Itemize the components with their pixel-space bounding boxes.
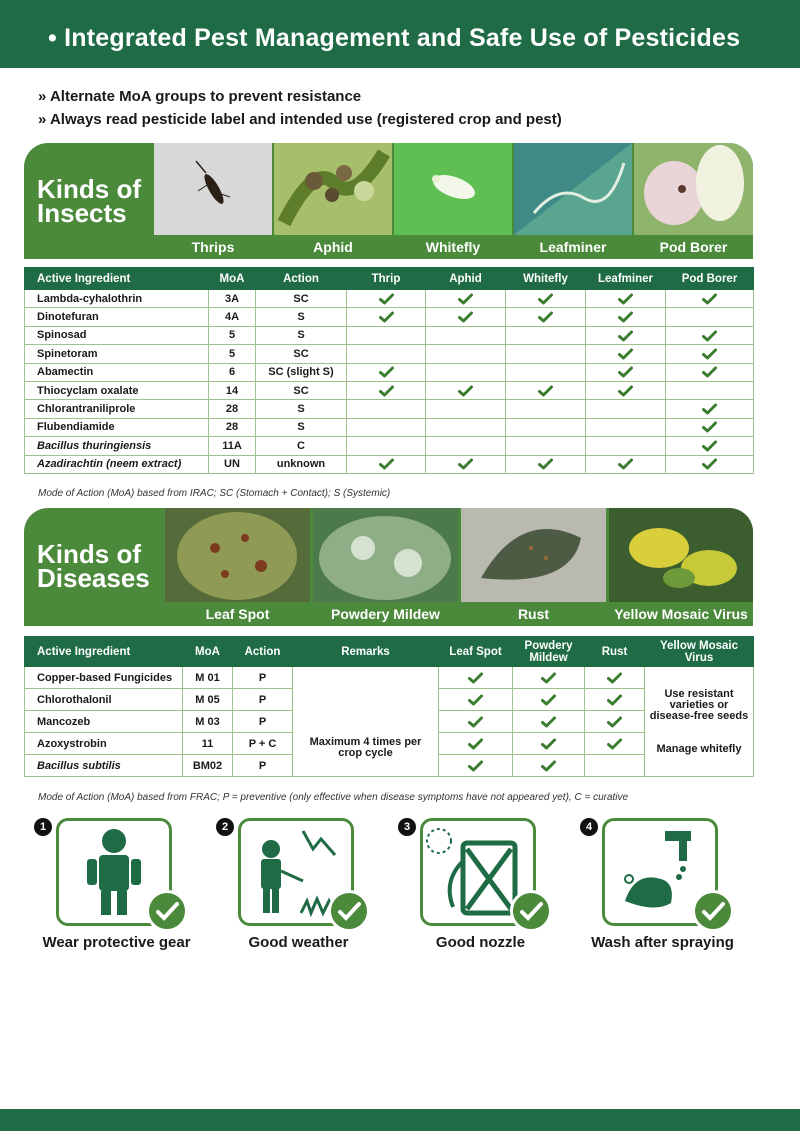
ingredient-cell: Dinotefuran xyxy=(25,308,209,326)
banner-title-line: Kinds of xyxy=(37,174,141,204)
yellow-mosaic-note: Use resistant varieties or disease-free seeds xyxy=(649,687,749,722)
check-cell xyxy=(347,455,426,473)
action-cell: P xyxy=(233,755,293,777)
check-cell xyxy=(506,308,586,326)
check-icon xyxy=(458,311,473,323)
check-cell xyxy=(347,345,426,363)
action-cell: SC (slight S) xyxy=(256,363,347,381)
check-icon xyxy=(541,694,556,706)
check-icon xyxy=(618,385,633,397)
check-cell xyxy=(426,437,506,455)
check-cell xyxy=(586,381,666,399)
insects-banner-title xyxy=(37,174,141,228)
table-row xyxy=(25,345,754,363)
moa-cell: 14 xyxy=(209,381,256,399)
moa-cell: 28 xyxy=(209,418,256,436)
check-cell xyxy=(666,418,754,436)
check-icon xyxy=(618,458,633,470)
disease-fungicide-table xyxy=(24,636,754,777)
check-cell xyxy=(506,381,586,399)
check-cell xyxy=(426,418,506,436)
check-cell xyxy=(585,755,645,777)
check-icon xyxy=(468,694,483,706)
check-icon xyxy=(538,311,553,323)
ingredient-cell: Flubendiamide xyxy=(25,418,209,436)
insects-banner xyxy=(24,143,753,259)
photo-rust xyxy=(461,508,606,626)
check-cell xyxy=(347,326,426,344)
action-cell: unknown xyxy=(256,455,347,473)
table-row xyxy=(25,455,754,473)
check-cell xyxy=(585,667,645,689)
leafminer-photo-icon xyxy=(514,143,632,235)
powdery-mildew-photo-icon xyxy=(313,508,458,602)
moa-cell: M 03 xyxy=(183,711,233,733)
step-label: Good nozzle xyxy=(435,934,526,951)
check-icon xyxy=(468,738,483,750)
ingredient-cell: Chlorantraniliprole xyxy=(25,400,209,418)
moa-cell: 6 xyxy=(209,363,256,381)
check-badge-icon xyxy=(692,890,734,932)
column-header: Remarks xyxy=(293,637,439,667)
photo-label: Rust xyxy=(461,602,606,626)
check-icon xyxy=(538,385,553,397)
step-wash-after-spraying xyxy=(580,812,745,962)
check-cell xyxy=(439,689,513,711)
column-header: Active Ingredient xyxy=(25,637,183,667)
column-header: Pod Borer xyxy=(666,268,754,290)
column-header: Leafminer xyxy=(586,268,666,290)
step-protective-gear xyxy=(34,812,199,962)
ingredient-cell: Spinosad xyxy=(25,326,209,344)
photo-yellow-mosaic-virus xyxy=(609,508,753,626)
check-cell xyxy=(586,437,666,455)
photo-powdery-mildew xyxy=(313,508,458,626)
diseases-banner-title xyxy=(37,539,150,593)
check-cell xyxy=(586,363,666,381)
table-row xyxy=(25,381,754,399)
column-header: Action xyxy=(256,268,347,290)
step-label: Wash after spraying xyxy=(591,934,734,951)
insect-footnote: Mode of Action (MoA) based from IRAC; SC (Stomach + Contact); S (Systemic) xyxy=(38,488,391,499)
check-cell xyxy=(439,755,513,777)
check-icon xyxy=(607,694,622,706)
tip-item: » Alternate MoA groups to prevent resistance xyxy=(38,88,362,105)
photo-leafminer xyxy=(514,143,632,259)
diseases-banner xyxy=(24,508,753,626)
check-icon xyxy=(468,716,483,728)
step-number: 1 xyxy=(34,818,52,836)
check-icon xyxy=(702,421,717,433)
page-title: • Integrated Pest Management and Safe Use of Pesticides xyxy=(48,24,741,52)
check-cell xyxy=(666,381,754,399)
yellow-mosaic-notes-cell xyxy=(645,667,754,777)
action-cell: P + C xyxy=(233,733,293,755)
check-icon xyxy=(458,385,473,397)
check-cell xyxy=(666,308,754,326)
table-row xyxy=(25,308,754,326)
check-cell xyxy=(586,400,666,418)
check-icon xyxy=(541,672,556,684)
column-header: Active Ingredient xyxy=(25,268,209,290)
column-header: Thrip xyxy=(347,268,426,290)
ingredient-cell: Lambda-cyhalothrin xyxy=(25,290,209,308)
ingredient-cell: Mancozeb xyxy=(25,711,183,733)
moa-cell: 3A xyxy=(209,290,256,308)
step-label: Good weather xyxy=(248,934,349,951)
action-cell: SC xyxy=(256,345,347,363)
banner-title-line: Insects xyxy=(37,198,127,228)
action-cell: S xyxy=(256,326,347,344)
check-cell xyxy=(439,667,513,689)
ingredient-cell: Azadirachtin (neem extract) xyxy=(25,455,209,473)
banner-title-line: Kinds of xyxy=(37,539,141,569)
check-cell xyxy=(347,381,426,399)
check-icon xyxy=(379,293,394,305)
ingredient-cell: Bacillus subtilis xyxy=(25,755,183,777)
column-header: Rust xyxy=(585,637,645,667)
check-cell xyxy=(426,308,506,326)
check-badge-icon xyxy=(510,890,552,932)
moa-cell: 5 xyxy=(209,326,256,344)
yellow-mosaic-note: Manage whitefly xyxy=(656,742,742,755)
check-cell xyxy=(585,711,645,733)
step-number: 3 xyxy=(398,818,416,836)
photo-label: Thrips xyxy=(154,235,272,259)
action-cell: P xyxy=(233,689,293,711)
check-badge-icon xyxy=(146,890,188,932)
table-row xyxy=(25,326,754,344)
check-icon xyxy=(618,293,633,305)
check-cell xyxy=(426,326,506,344)
action-cell: S xyxy=(256,418,347,436)
ingredient-cell: Abamectin xyxy=(25,363,209,381)
check-cell xyxy=(347,437,426,455)
check-badge-icon xyxy=(328,890,370,932)
column-header: Yellow Mosaic Virus xyxy=(645,637,754,667)
check-cell xyxy=(666,363,754,381)
tips-list xyxy=(38,86,562,132)
check-cell xyxy=(506,437,586,455)
check-icon xyxy=(379,366,394,378)
column-header: Action xyxy=(233,637,293,667)
photo-thrips xyxy=(154,143,272,259)
check-cell xyxy=(666,290,754,308)
check-cell xyxy=(426,381,506,399)
check-cell xyxy=(426,345,506,363)
action-cell: SC xyxy=(256,290,347,308)
column-header: Powdery Mildew xyxy=(513,637,585,667)
check-cell xyxy=(513,667,585,689)
check-cell xyxy=(506,455,586,473)
check-icon xyxy=(541,738,556,750)
check-icon xyxy=(618,348,633,360)
photo-label: Powdery Mildew xyxy=(313,602,458,626)
disease-footnote: Mode of Action (MoA) based from FRAC; P = preventive (only effective when disease symptoms have not appeared yet), C = curative xyxy=(38,792,629,803)
check-cell xyxy=(347,290,426,308)
rust-photo-icon xyxy=(461,508,606,602)
check-icon xyxy=(702,330,717,342)
check-icon xyxy=(458,293,473,305)
insect-pesticide-table xyxy=(24,267,754,474)
step-good-nozzle xyxy=(398,812,563,962)
action-cell: S xyxy=(256,400,347,418)
check-cell xyxy=(666,326,754,344)
action-cell: P xyxy=(233,667,293,689)
moa-cell: 4A xyxy=(209,308,256,326)
check-cell xyxy=(347,363,426,381)
check-cell xyxy=(506,418,586,436)
photo-label: Leaf Spot xyxy=(165,602,310,626)
moa-cell: 11A xyxy=(209,437,256,455)
check-cell xyxy=(585,689,645,711)
photo-label: Pod Borer xyxy=(634,235,753,259)
check-icon xyxy=(468,760,483,772)
moa-cell: M 01 xyxy=(183,667,233,689)
photo-label: Yellow Mosaic Virus xyxy=(609,602,753,626)
check-cell xyxy=(666,455,754,473)
check-cell xyxy=(426,290,506,308)
check-cell xyxy=(666,345,754,363)
thrips-photo-icon xyxy=(154,143,272,235)
table-row xyxy=(25,667,754,689)
check-cell xyxy=(586,308,666,326)
photo-leaf-spot xyxy=(165,508,310,626)
table-header-row xyxy=(25,268,754,290)
check-cell xyxy=(666,400,754,418)
photo-aphid xyxy=(274,143,392,259)
check-icon xyxy=(607,672,622,684)
table-row xyxy=(25,400,754,418)
check-cell xyxy=(439,733,513,755)
check-cell xyxy=(586,326,666,344)
table-header-row xyxy=(25,637,754,667)
moa-cell: 11 xyxy=(183,733,233,755)
step-good-weather xyxy=(216,812,381,962)
table-row xyxy=(25,290,754,308)
check-icon xyxy=(607,716,622,728)
photo-whitefly xyxy=(394,143,512,259)
check-icon xyxy=(702,458,717,470)
check-cell xyxy=(426,455,506,473)
check-icon xyxy=(379,458,394,470)
column-header: MoA xyxy=(183,637,233,667)
check-cell xyxy=(513,711,585,733)
check-cell xyxy=(347,400,426,418)
check-cell xyxy=(426,363,506,381)
whitefly-photo-icon xyxy=(394,143,512,235)
check-icon xyxy=(607,738,622,750)
check-cell xyxy=(347,418,426,436)
check-cell xyxy=(506,290,586,308)
step-number: 2 xyxy=(216,818,234,836)
check-icon xyxy=(538,293,553,305)
table-row xyxy=(25,363,754,381)
check-cell xyxy=(426,400,506,418)
action-cell: SC xyxy=(256,381,347,399)
check-cell xyxy=(513,733,585,755)
photo-pod-borer xyxy=(634,143,753,259)
table-row xyxy=(25,418,754,436)
check-icon xyxy=(702,366,717,378)
check-cell xyxy=(347,308,426,326)
page-footer-bar xyxy=(0,1109,800,1131)
moa-cell: 28 xyxy=(209,400,256,418)
moa-cell: M 05 xyxy=(183,689,233,711)
check-cell xyxy=(506,363,586,381)
moa-cell: 5 xyxy=(209,345,256,363)
aphid-photo-icon xyxy=(274,143,392,235)
moa-cell: BM02 xyxy=(183,755,233,777)
pod-borer-photo-icon xyxy=(634,143,753,235)
step-number: 4 xyxy=(580,818,598,836)
insect-table-body xyxy=(25,290,754,474)
check-cell xyxy=(513,689,585,711)
check-icon xyxy=(458,458,473,470)
check-icon xyxy=(702,293,717,305)
check-icon xyxy=(379,311,394,323)
remarks-cell: Maximum 4 times per crop cycle xyxy=(293,667,439,777)
check-cell xyxy=(666,437,754,455)
check-cell xyxy=(506,326,586,344)
check-cell xyxy=(506,345,586,363)
tip-item: » Always read pesticide label and intended use (registered crop and pest) xyxy=(38,111,562,128)
check-cell xyxy=(586,345,666,363)
check-icon xyxy=(618,311,633,323)
yellow-mosaic-photo-icon xyxy=(609,508,753,602)
banner-title-line: Diseases xyxy=(37,563,150,593)
column-header: Aphid xyxy=(426,268,506,290)
photo-label: Whitefly xyxy=(394,235,512,259)
check-cell xyxy=(586,455,666,473)
action-cell: P xyxy=(233,711,293,733)
ingredient-cell: Thiocyclam oxalate xyxy=(25,381,209,399)
check-cell xyxy=(513,755,585,777)
check-cell xyxy=(585,733,645,755)
disease-table-body xyxy=(25,667,754,777)
check-cell xyxy=(586,290,666,308)
check-icon xyxy=(538,458,553,470)
photo-label: Aphid xyxy=(274,235,392,259)
check-icon xyxy=(379,385,394,397)
check-icon xyxy=(702,403,717,415)
moa-cell: UN xyxy=(209,455,256,473)
ingredient-cell: Azoxystrobin xyxy=(25,733,183,755)
ingredient-cell: Copper-based Fungicides xyxy=(25,667,183,689)
check-icon xyxy=(468,672,483,684)
ingredient-cell: Bacillus thuringiensis xyxy=(25,437,209,455)
leaf-spot-photo-icon xyxy=(165,508,310,602)
check-icon xyxy=(618,366,633,378)
ingredient-cell: Spinetoram xyxy=(25,345,209,363)
table-row xyxy=(25,437,754,455)
ingredient-cell: Chlorothalonil xyxy=(25,689,183,711)
action-cell: S xyxy=(256,308,347,326)
check-cell xyxy=(439,711,513,733)
check-icon xyxy=(618,330,633,342)
check-icon xyxy=(541,760,556,772)
check-icon xyxy=(541,716,556,728)
column-header: Whitefly xyxy=(506,268,586,290)
column-header: Leaf Spot xyxy=(439,637,513,667)
page-header xyxy=(0,0,800,68)
action-cell: C xyxy=(256,437,347,455)
check-cell xyxy=(586,418,666,436)
check-icon xyxy=(702,348,717,360)
column-header: MoA xyxy=(209,268,256,290)
step-label: Wear protective gear xyxy=(42,934,191,951)
photo-label: Leafminer xyxy=(514,235,632,259)
check-cell xyxy=(506,400,586,418)
check-icon xyxy=(702,440,717,452)
